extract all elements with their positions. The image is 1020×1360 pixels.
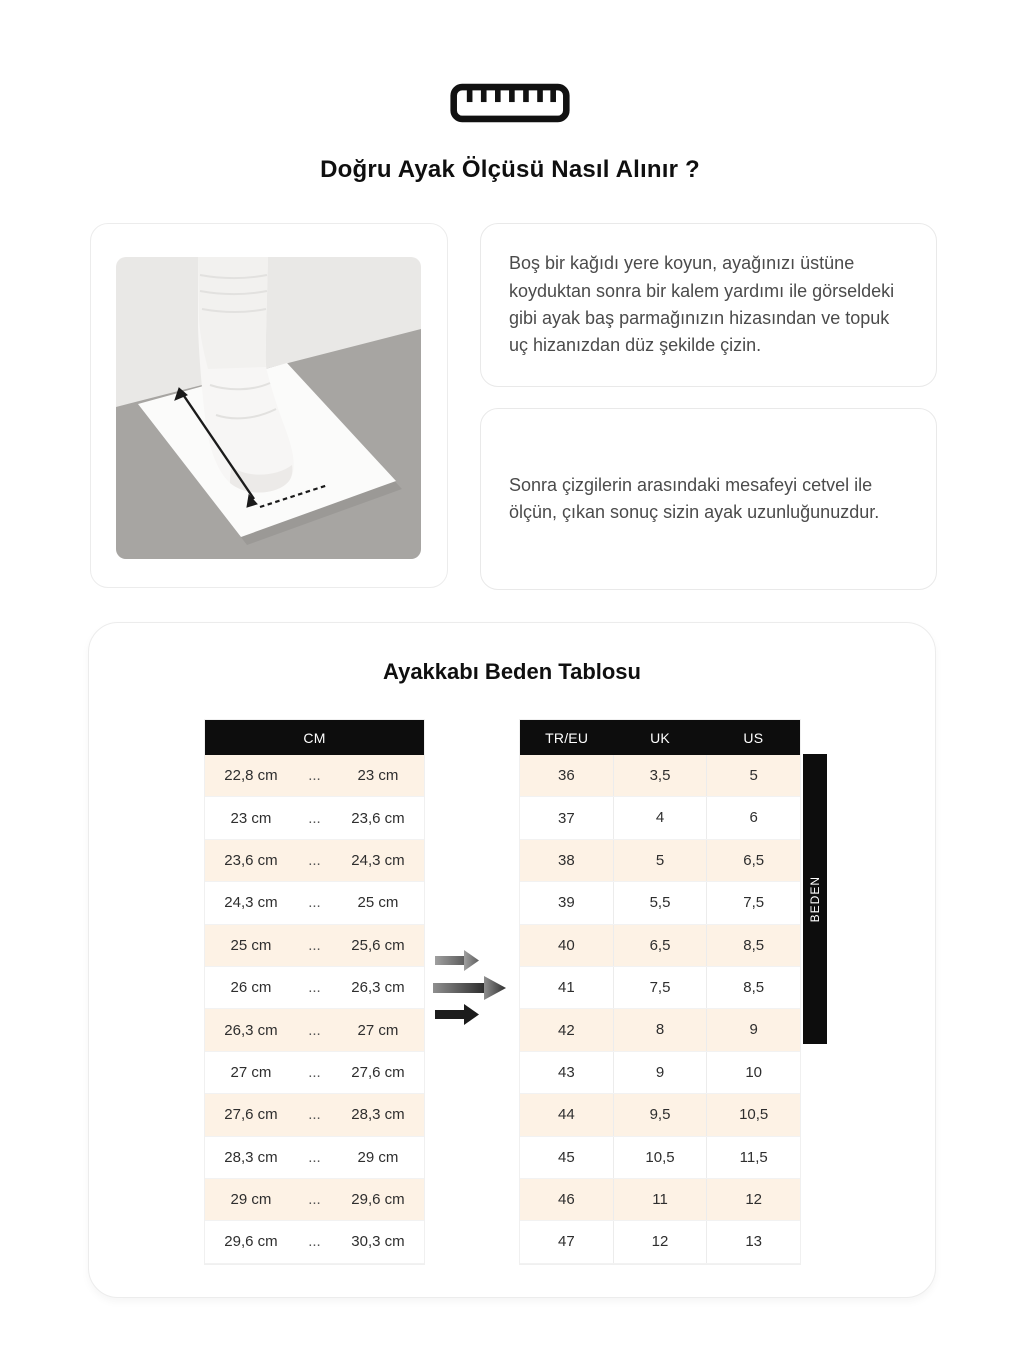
foot-measurement-photo-card (90, 223, 448, 588)
instruction-step-2-text: Sonra çizgilerin arasındaki mesafeyi cetvel ile ölçün, çıkan sonuç sizin ayak uzunluğunuzdur. (509, 474, 880, 522)
cm-table-row (205, 1221, 424, 1263)
cm-from: 24,3 cm (224, 894, 278, 912)
cm-table-row (205, 1137, 424, 1179)
header-tr-eu: TR/EU (545, 729, 589, 746)
cm-separator: ... (308, 851, 321, 869)
cm-table-row (205, 1009, 424, 1051)
size-table-card (88, 622, 936, 1298)
cm-table-header: CM (205, 720, 424, 755)
size-uk: 6,5 (613, 925, 707, 966)
cm-from: 29,6 cm (224, 1233, 278, 1251)
size-table-title: Ayakkabı Beden Tablosu (383, 659, 641, 684)
size-us: 7,5 (706, 882, 800, 923)
cm-from: 26,3 cm (224, 1021, 278, 1039)
size-uk: 10,5 (613, 1137, 707, 1178)
size-tr-eu: 46 (557, 1191, 575, 1209)
size-table-row (520, 1009, 800, 1051)
size-uk: 9 (613, 1052, 707, 1093)
cm-from: 23,6 cm (224, 851, 278, 869)
cm-from: 25 cm (230, 936, 272, 954)
beden-vertical-label (803, 754, 827, 1044)
cm-to: 29 cm (357, 1148, 399, 1166)
cm-table-body (205, 755, 424, 1264)
size-table-row (520, 755, 800, 797)
cm-to: 28,3 cm (351, 1106, 405, 1124)
size-uk: 5,5 (613, 882, 707, 923)
cm-separator: ... (308, 767, 321, 785)
foot-measurement-photo (116, 257, 421, 559)
size-table-row (520, 1052, 800, 1094)
size-table-row (520, 1137, 800, 1179)
size-tr-eu: 45 (557, 1148, 575, 1166)
cm-table-row (205, 1094, 424, 1136)
size-uk: 8 (613, 1009, 707, 1050)
cm-to: 25,6 cm (351, 936, 405, 954)
transfer-arrows-icon (433, 949, 521, 1034)
size-uk: 4 (613, 797, 707, 838)
cm-to: 27 cm (357, 1021, 399, 1039)
cm-separator: ... (308, 979, 321, 997)
size-us: 6,5 (706, 840, 800, 881)
size-uk: 12 (613, 1221, 707, 1262)
size-uk: 3,5 (613, 755, 707, 796)
beden-label-text: BEDEN (808, 875, 822, 923)
size-uk: 9,5 (613, 1094, 707, 1135)
cm-from: 27,6 cm (224, 1106, 278, 1124)
cm-to: 26,3 cm (351, 979, 405, 997)
cm-separator: ... (308, 809, 321, 827)
size-tr-eu: 44 (557, 1106, 575, 1124)
size-us: 8,5 (706, 967, 800, 1008)
cm-to: 27,6 cm (351, 1063, 405, 1081)
cm-from: 28,3 cm (224, 1148, 278, 1166)
size-us: 13 (706, 1221, 800, 1262)
size-us: 10,5 (706, 1094, 800, 1135)
header-uk: UK (650, 729, 670, 746)
instruction-step-1 (480, 223, 937, 387)
cm-from: 29 cm (230, 1191, 272, 1209)
header-us: US (743, 729, 764, 746)
page-title: Doğru Ayak Ölçüsü Nasıl Alınır ? (320, 156, 700, 183)
size-us: 10 (706, 1052, 800, 1093)
cm-from: 26 cm (230, 979, 272, 997)
size-table-row (520, 1179, 800, 1221)
size-us: 9 (706, 1009, 800, 1050)
instruction-step-1-text: Boş bir kağıdı yere koyun, ayağınızı üstüne koyduktan sonra bir kalem yardımı ile görseldeki gibi ayak baş parmağınızın hizasından ve topuk uç hizanızdan düz şekilde çizin. (509, 253, 895, 356)
size-table-row (520, 1221, 800, 1263)
cm-separator: ... (308, 1063, 321, 1081)
instruction-step-2 (480, 408, 937, 590)
size-us: 6 (706, 797, 800, 838)
size-tr-eu: 36 (557, 767, 575, 785)
size-uk: 11 (613, 1179, 707, 1220)
cm-separator: ... (308, 1191, 321, 1209)
cm-separator: ... (308, 1148, 321, 1166)
cm-table-row (205, 840, 424, 882)
cm-separator: ... (308, 1233, 321, 1251)
size-tr-eu: 47 (557, 1233, 575, 1251)
cm-from: 22,8 cm (224, 767, 278, 785)
size-us: 8,5 (706, 925, 800, 966)
size-table-row (520, 1094, 800, 1136)
size-us: 5 (706, 755, 800, 796)
cm-table-row (205, 925, 424, 967)
international-size-table (519, 719, 801, 1265)
cm-table (204, 719, 425, 1265)
size-us: 11,5 (706, 1137, 800, 1178)
size-uk: 7,5 (613, 967, 707, 1008)
cm-to: 23 cm (357, 767, 399, 785)
cm-separator: ... (308, 894, 321, 912)
size-us: 12 (706, 1179, 800, 1220)
size-tr-eu: 40 (557, 936, 575, 954)
size-tr-eu: 43 (557, 1063, 575, 1081)
size-tr-eu: 38 (557, 851, 575, 869)
cm-table-row (205, 882, 424, 924)
cm-from: 23 cm (230, 809, 272, 827)
size-tr-eu: 37 (557, 809, 575, 827)
cm-table-row (205, 797, 424, 839)
cm-table-row (205, 755, 424, 797)
size-table-row (520, 840, 800, 882)
cm-to: 23,6 cm (351, 809, 405, 827)
size-table-row (520, 967, 800, 1009)
cm-table-row (205, 1052, 424, 1094)
cm-to: 24,3 cm (351, 851, 405, 869)
cm-separator: ... (308, 1106, 321, 1124)
cm-separator: ... (308, 936, 321, 954)
cm-to: 25 cm (357, 894, 399, 912)
size-table-row (520, 797, 800, 839)
cm-table-row (205, 967, 424, 1009)
size-table-row (520, 882, 800, 924)
size-table-header-row (520, 720, 800, 755)
size-tr-eu: 41 (557, 979, 575, 997)
size-tr-eu: 39 (557, 894, 575, 912)
cm-separator: ... (308, 1021, 321, 1039)
size-table-body (520, 755, 800, 1264)
size-tr-eu: 42 (557, 1021, 575, 1039)
cm-to: 30,3 cm (351, 1233, 405, 1251)
cm-to: 29,6 cm (351, 1191, 405, 1209)
ruler-icon (0, 82, 1020, 124)
cm-table-row (205, 1179, 424, 1221)
size-uk: 5 (613, 840, 707, 881)
cm-from: 27 cm (230, 1063, 272, 1081)
size-table-row (520, 925, 800, 967)
